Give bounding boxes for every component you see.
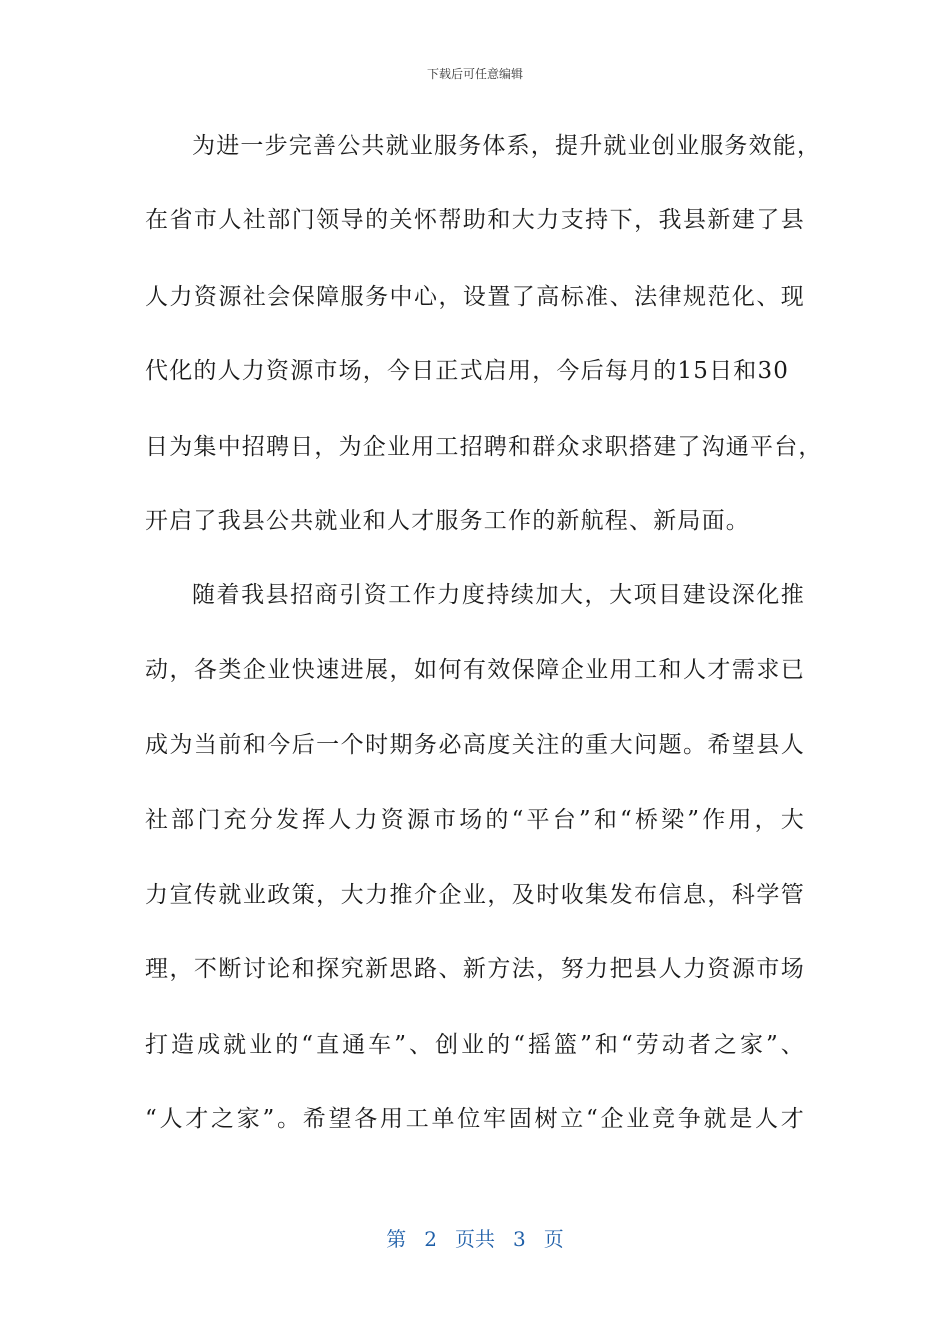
paragraph-1-line-6: 开启了我县公共就业和人才服务工作的新航程、新局面。 — [145, 508, 750, 534]
footer-prefix: 第 — [386, 1227, 407, 1251]
paragraph-2-line-7: 打造成就业的“直通车”、创业的“摇篮”和“劳动者之家”、 — [145, 1032, 805, 1058]
footer-middle: 页共 — [455, 1227, 495, 1251]
page-header-note: 下载后可任意编辑 — [426, 67, 523, 81]
paragraph-2-line-2: 动，各类企业快速进展，如何有效保障企业用工和人才需求已 — [145, 657, 805, 683]
footer-suffix: 页 — [543, 1227, 564, 1251]
paragraph-1-line-5: 日为集中招聘日，为企业用工招聘和群众求职搭建了沟通平台， — [145, 434, 823, 460]
footer-total-pages: 3 — [513, 1227, 526, 1251]
paragraph-2-line-8: “人才之家”。希望各用工单位牢固树立“企业竞争就是人才 — [145, 1106, 805, 1132]
footer-current-page: 2 — [424, 1227, 437, 1251]
paragraph-1-line-4: 代化的人力资源市场，今日正式启用，今后每月的15日和30 — [145, 358, 790, 384]
paragraph-2-line-3: 成为当前和今后一个时期务必高度关注的重大问题。希望县人 — [145, 732, 805, 758]
paragraph-2-line-1: 随着我县招商引资工作力度持续加大，大项目建设深化推 — [192, 582, 805, 608]
paragraph-1-line-1: 为进一步完善公共就业服务体系，提升就业创业服务效能， — [192, 133, 822, 159]
paragraph-2-line-5: 力宣传就业政策，大力推介企业，及时收集发布信息，科学管 — [145, 882, 805, 908]
paragraph-1-line-3: 人力资源社会保障服务中心，设置了高标准、法律规范化、现 — [145, 284, 805, 310]
paragraph-2-line-6: 理，不断讨论和探究新思路、新方法，努力把县人力资源市场 — [145, 956, 805, 982]
paragraph-2-line-4: 社部门充分发挥人力资源市场的“平台”和“桥梁”作用，大 — [145, 807, 805, 833]
page-number-footer — [0, 1226, 950, 1252]
paragraph-1-line-2: 在省市人社部门领导的关怀帮助和大力支持下，我县新建了县 — [145, 207, 805, 233]
